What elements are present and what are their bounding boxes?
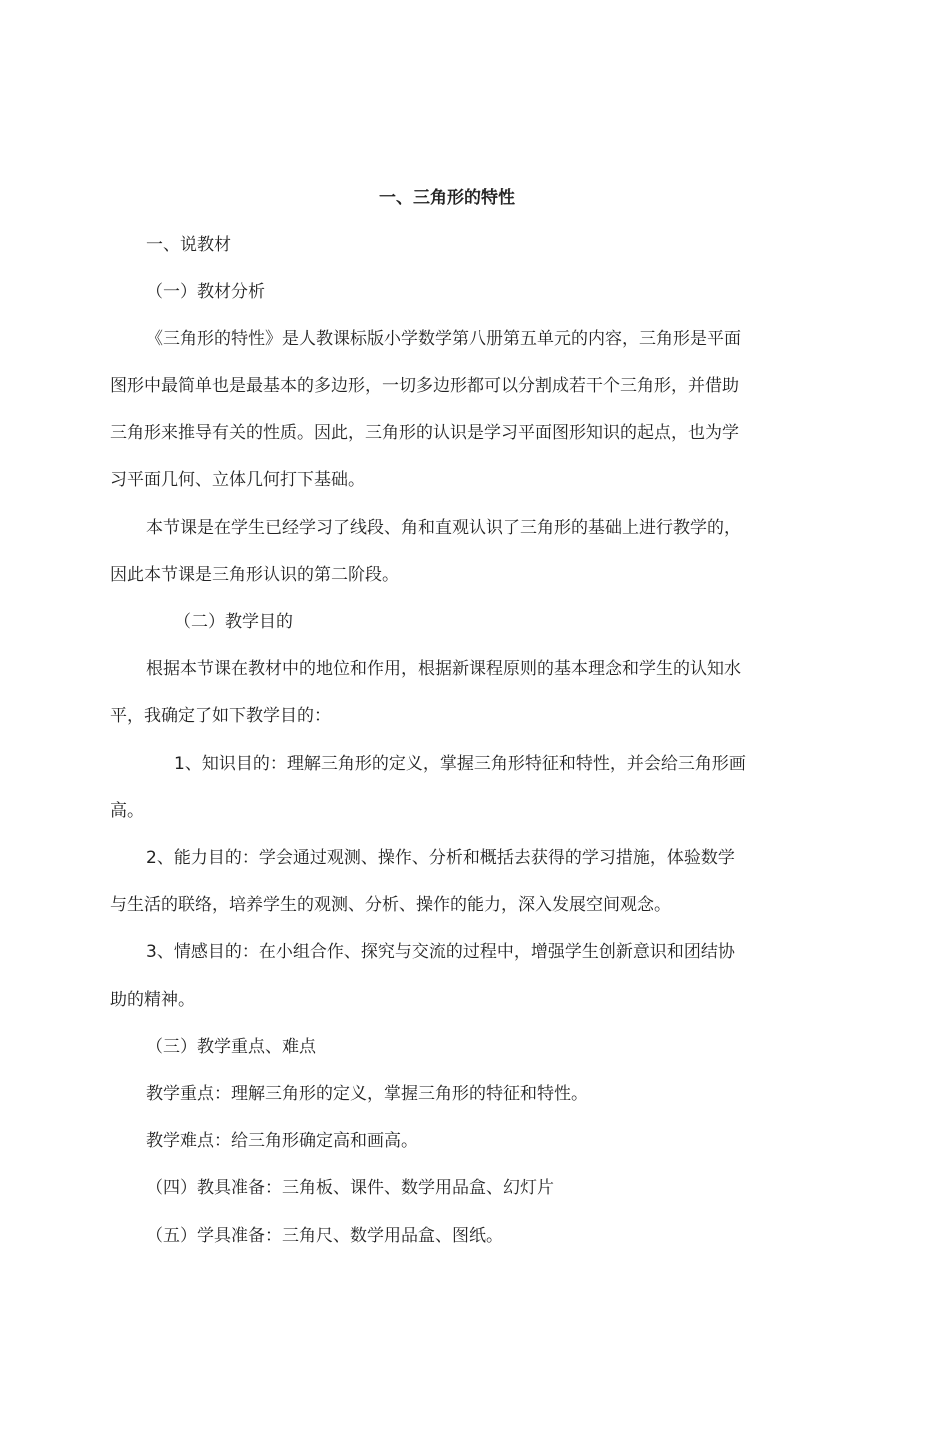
paragraph-line: 高。	[110, 801, 144, 821]
teaching-difficulty: 教学难点：给三角形确定高和画高。	[146, 1131, 418, 1151]
goal-item-ability: 2、能力目的：学会通过观测、操作、分析和概括去获得的学习措施，体验数学	[146, 848, 735, 868]
subheading-key-points: （三）教学重点、难点	[146, 1037, 316, 1057]
paragraph-line: 习平面几何、立体几何打下基础。	[110, 470, 365, 490]
subheading-textbook-analysis: （一）教材分析	[146, 282, 265, 302]
heading-section-1: 一、说教材	[146, 235, 231, 255]
paragraph-line: 图形中最简单也是最基本的多边形，一切多边形都可以分割成若干个三角形，并借助	[110, 376, 739, 396]
paragraph-line: 三角形来推导有关的性质。因此，三角形的认识是学习平面图形知识的起点，也为学	[110, 423, 739, 443]
document-title: 一、三角形的特性	[379, 188, 515, 208]
paragraph-line: 助的精神。	[110, 990, 195, 1010]
subheading-teaching-goals: （二）教学目的	[174, 612, 293, 632]
paragraph-line: 平，我确定了如下教学目的：	[110, 706, 331, 726]
paragraph-line: 本节课是在学生已经学习了线段、角和直观认识了三角形的基础上进行教学的，	[146, 518, 741, 538]
goal-item-knowledge: 1、知识目的：理解三角形的定义，掌握三角形特征和特性，并会给三角形画	[174, 754, 746, 774]
paragraph-line: 《三角形的特性》是人教课标版小学数学第八册第五单元的内容，三角形是平面	[146, 329, 741, 349]
teaching-aids: （四）教具准备：三角板、课件、数学用品盒、幻灯片	[146, 1178, 554, 1198]
teaching-focus: 教学重点：理解三角形的定义，掌握三角形的特征和特性。	[146, 1084, 588, 1104]
student-materials: （五）学具准备：三角尺、数学用品盒、图纸。	[146, 1226, 503, 1246]
goal-item-emotion: 3、情感目的：在小组合作、探究与交流的过程中，增强学生创新意识和团结协	[146, 942, 735, 962]
paragraph-line: 因此本节课是三角形认识的第二阶段。	[110, 565, 399, 585]
paragraph-line: 根据本节课在教材中的地位和作用，根据新课程原则的基本理念和学生的认知水	[146, 659, 741, 679]
paragraph-line: 与生活的联络，培养学生的观测、分析、操作的能力，深入发展空间观念。	[110, 895, 671, 915]
